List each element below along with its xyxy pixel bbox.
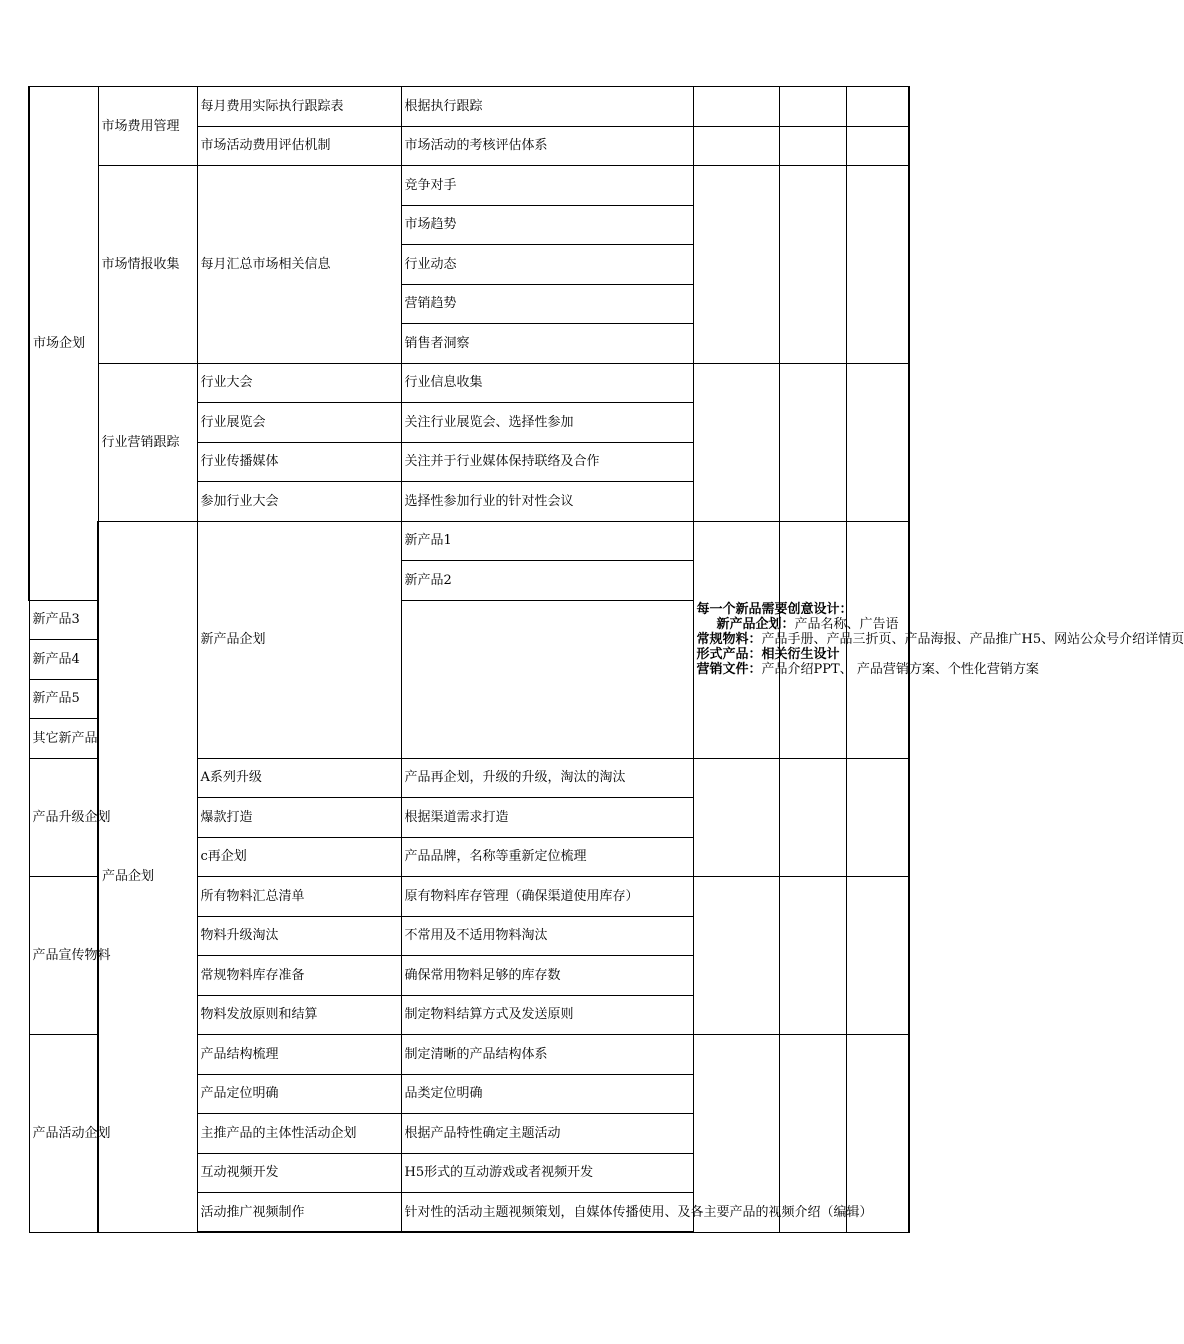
desc-cell: 品类定位明确 — [401, 1074, 693, 1114]
desc-cell: 根据执行跟踪 — [401, 87, 693, 127]
empty-cell — [779, 87, 846, 127]
task-cell: c再企划 — [197, 837, 401, 877]
task-cell: 市场活动费用评估机制 — [197, 126, 401, 166]
desc-cell: 市场趋势 — [401, 205, 693, 245]
desc-cell: 营销趋势 — [401, 284, 693, 324]
table-row — [29, 363, 909, 403]
desc-cell: 不常用及不适用物料淘汰 — [401, 916, 693, 956]
task-cell: 新产品2 — [401, 561, 693, 601]
task-cell: 新产品5 — [29, 679, 98, 719]
empty-cell — [779, 363, 846, 521]
category-market: 市场企划 — [29, 87, 98, 601]
empty-cell — [846, 877, 909, 1035]
empty-cell — [846, 758, 909, 877]
desc-cell: 市场活动的考核评估体系 — [401, 126, 693, 166]
sub-newprod: 新产品企划 — [197, 521, 401, 758]
task-cell: 活动推广视频制作 — [197, 1193, 401, 1233]
task-cell: A系列升级 — [197, 758, 401, 798]
empty-cell — [693, 166, 779, 364]
empty-cell — [779, 166, 846, 364]
desc-cell: 选择性参加行业的针对性会议 — [401, 482, 693, 522]
task-cell: 行业展览会 — [197, 403, 401, 443]
desc-cell: 关注并于行业媒体保持联络及合作 — [401, 442, 693, 482]
task-cell: 行业大会 — [197, 363, 401, 403]
empty-cell — [779, 126, 846, 166]
task-cell: 行业传播媒体 — [197, 442, 401, 482]
empty-cell — [693, 877, 779, 1035]
empty-cell — [779, 1035, 846, 1233]
empty-cell — [693, 87, 779, 127]
empty-cell — [846, 1035, 909, 1233]
newprod-line: 形式产品：相关衍生设计 — [696, 647, 840, 662]
desc-cell: 关注行业展览会、选择性参加 — [401, 403, 693, 443]
task-cell: 新产品4 — [29, 640, 98, 680]
newprod-line: 营销文件：产品介绍PPT、 产品营销方案、个性化营销方案 — [696, 662, 1039, 677]
table-row — [29, 87, 909, 127]
sub-industry: 行业营销跟踪 — [98, 363, 197, 521]
empty-cell — [846, 126, 909, 166]
empty-cell — [693, 126, 779, 166]
empty-cell — [846, 166, 909, 364]
desc-cell: H5形式的互动游戏或者视频开发 — [401, 1153, 693, 1193]
desc-cell: 行业动态 — [401, 245, 693, 285]
desc-cell: 根据产品特性确定主题活动 — [401, 1114, 693, 1154]
task-cell: 参加行业大会 — [197, 482, 401, 522]
task-cell: 产品定位明确 — [197, 1074, 401, 1114]
empty-cell — [846, 87, 909, 127]
task-cell: 所有物料汇总清单 — [197, 877, 401, 917]
empty-cell — [846, 363, 909, 521]
category-product: 产品企划 — [98, 521, 197, 1232]
task-cell: 每月费用实际执行跟踪表 — [197, 87, 401, 127]
sub-fee: 市场费用管理 — [98, 87, 197, 166]
sub-intel: 市场情报收集 — [98, 166, 197, 364]
empty-cell — [779, 877, 846, 1035]
desc-cell: 原有物料库存管理（确保渠道使用库存） — [401, 877, 693, 917]
desc-cell: 产品再企划，升级的升级，淘汰的淘汰 — [401, 758, 693, 798]
newprod-desc — [693, 521, 1184, 758]
task-cell: 物料发放原则和结算 — [197, 995, 401, 1035]
sub-material: 产品宣传物料 — [29, 877, 98, 1035]
task-cell: 物料升级淘汰 — [197, 916, 401, 956]
desc-cell: 制定物料结算方式及发送原则 — [401, 995, 693, 1035]
empty-cell — [779, 758, 846, 877]
task-cell: 产品结构梳理 — [197, 1035, 401, 1075]
empty-cell — [693, 1035, 779, 1233]
task-cell: 新产品1 — [401, 521, 693, 561]
plan-table — [28, 86, 1184, 1233]
task-cell: 新产品3 — [29, 600, 98, 640]
table-row — [29, 166, 909, 206]
sub-upgrade: 产品升级企划 — [29, 758, 98, 877]
newprod-heading: 每一个新品需要创意设计： — [696, 602, 853, 617]
sub-activity: 产品活动企划 — [29, 1035, 98, 1233]
desc-cell: 竞争对手 — [401, 166, 693, 206]
task-cell: 互动视频开发 — [197, 1153, 401, 1193]
task-cell: 主推产品的主体性活动企划 — [197, 1114, 401, 1154]
table-row — [29, 521, 909, 561]
empty-cell — [693, 758, 779, 877]
desc-cell: 产品品牌，名称等重新定位梳理 — [401, 837, 693, 877]
task-cell: 每月汇总市场相关信息 — [197, 166, 401, 364]
desc-cell: 行业信息收集 — [401, 363, 693, 403]
newprod-line: 新产品企划：产品名称、广告语 — [716, 617, 899, 632]
desc-cell: 根据渠道需求打造 — [401, 798, 693, 838]
empty-cell — [693, 363, 779, 521]
desc-cell: 针对性的活动主题视频策划，自媒体传播使用、及各主要产品的视频介绍（编辑） — [401, 1193, 693, 1233]
desc-cell: 制定清晰的产品结构体系 — [401, 1035, 693, 1075]
desc-cell: 销售者洞察 — [401, 324, 693, 364]
task-cell: 其它新产品 — [29, 719, 98, 759]
newprod-line: 常规物料：产品手册、产品三折页、产品海报、产品推广H5、网站公众号介绍详情页 — [696, 632, 1184, 647]
task-cell: 常规物料库存准备 — [197, 956, 401, 996]
task-cell: 爆款打造 — [197, 798, 401, 838]
desc-cell: 确保常用物料足够的库存数 — [401, 956, 693, 996]
